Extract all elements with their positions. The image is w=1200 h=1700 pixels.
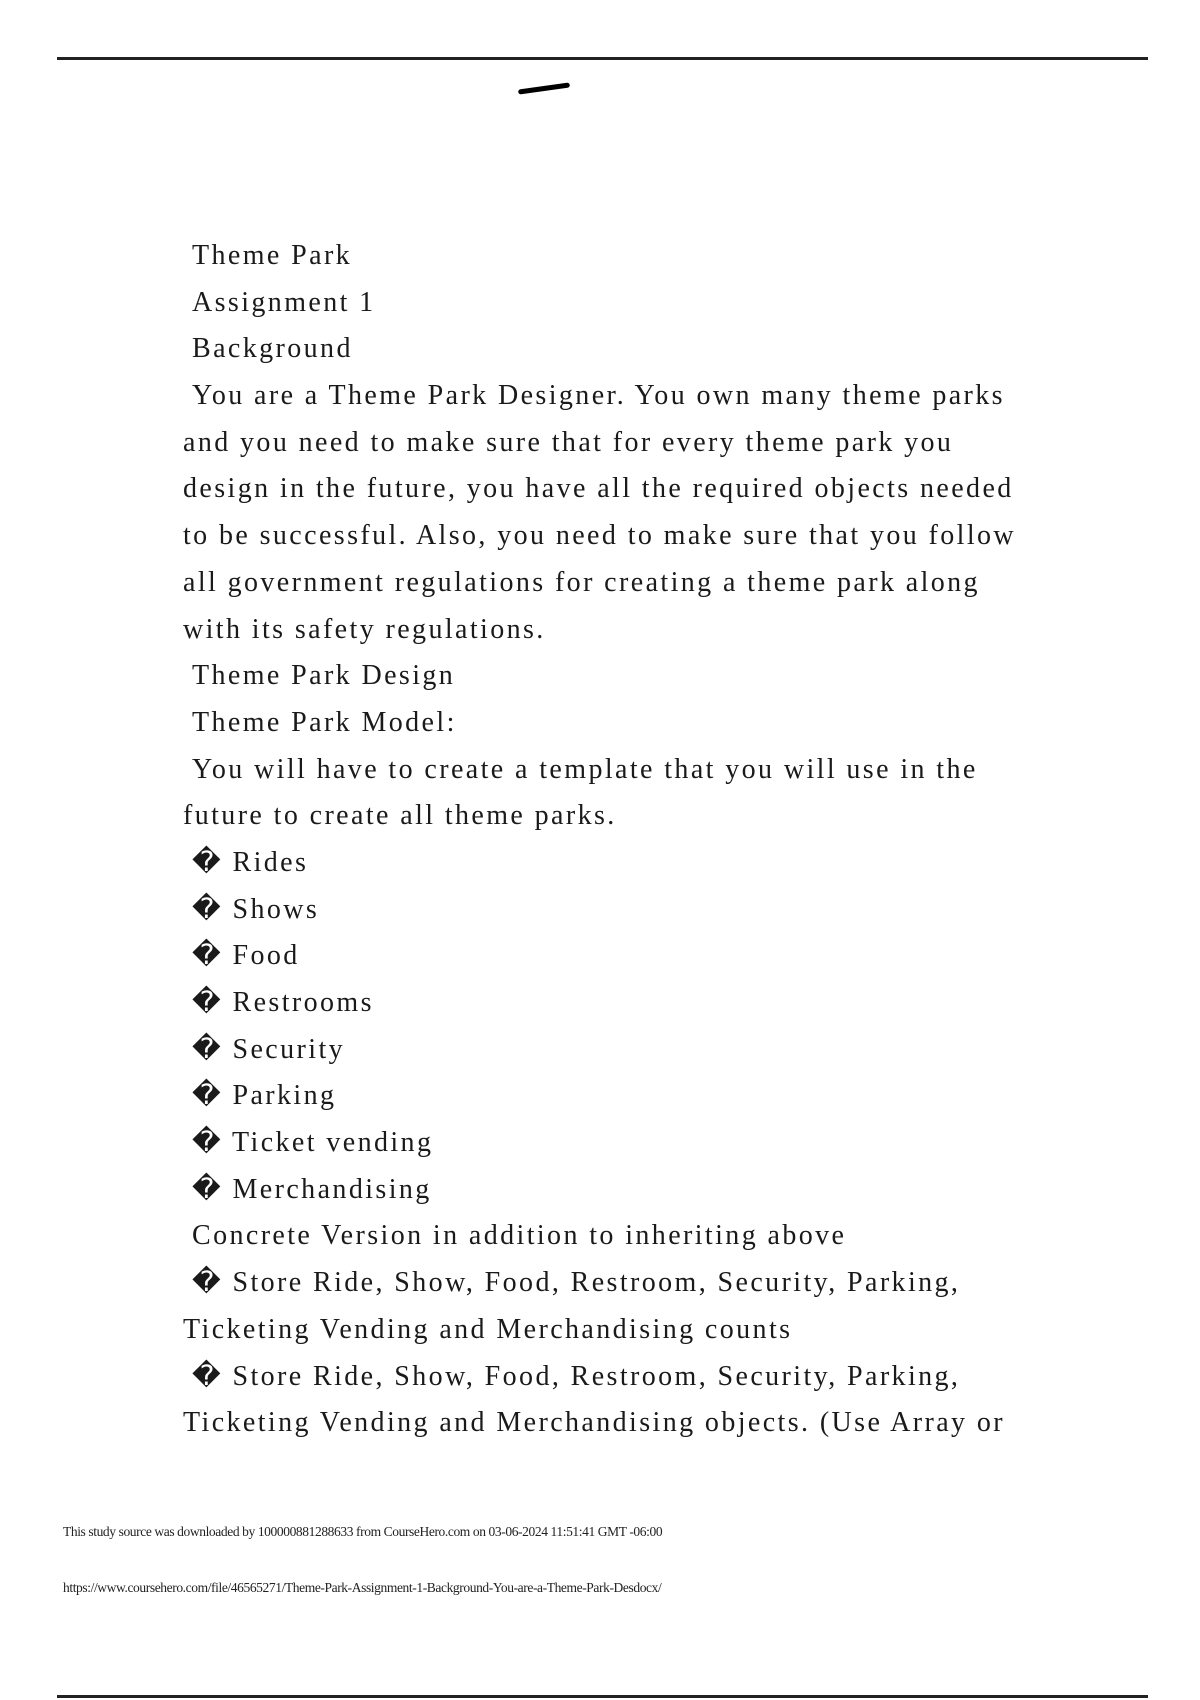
bottom-rule: [57, 1695, 1148, 1698]
bullet-item: � Ticket vending: [192, 1127, 434, 1159]
bullet-item: � Parking: [192, 1080, 337, 1112]
bullet-item: � Food: [192, 940, 300, 972]
document-body: [183, 233, 1083, 1447]
text-line: Theme Park: [192, 240, 353, 271]
top-rule: [57, 57, 1148, 60]
source-url[interactable]: https://www.coursehero.com/file/46565271/Theme-Park-Assignment-1-Background-You-are-a-Theme-Park-Desdocx/: [63, 1580, 662, 1595]
text-line: and you need to make sure that for every theme park you: [183, 426, 954, 458]
text-line: Ticketing Vending and Merchandising counts: [183, 1313, 793, 1345]
text-line: future to create all theme parks.: [183, 800, 617, 832]
pen-stroke-mark: [518, 82, 570, 94]
bullet-item: � Merchandising: [192, 1173, 432, 1205]
text-line: Ticketing Vending and Merchandising objects. (Use Array or: [183, 1407, 1005, 1439]
text-line: to be successful. Also, you need to make sure that you follow: [183, 520, 1017, 552]
text-line: You will have to create a template that you will use in the: [192, 753, 978, 785]
text-line: all government regulations for creating a theme park along: [183, 566, 980, 598]
text-line: Concrete Version in addition to inheriting above: [192, 1220, 847, 1252]
bullet-item: � Store Ride, Show, Food, Restroom, Security, Parking,: [192, 1360, 961, 1392]
text-line: Assignment 1: [192, 286, 376, 318]
download-notice: This study source was downloaded by 100000881288633 from CourseHero.com on 03-06-2024 11:51:41 GMT -06:00: [63, 1524, 663, 1539]
text-line: with its safety regulations.: [183, 613, 546, 645]
text-line: design in the future, you have all the required objects needed: [183, 473, 1014, 505]
bullet-item: � Restrooms: [192, 987, 374, 1018]
bullet-item: � Rides: [192, 846, 309, 878]
text-line: You are a Theme Park Designer. You own many theme parks: [192, 380, 1005, 412]
bullet-item: � Store Ride, Show, Food, Restroom, Security, Parking,: [192, 1267, 961, 1299]
text-line: Theme Park Model:: [192, 706, 457, 738]
text-line: Background: [192, 333, 353, 365]
bullet-item: � Shows: [192, 893, 320, 925]
text-line: Theme Park Design: [192, 660, 456, 692]
bullet-item: � Security: [192, 1033, 346, 1065]
